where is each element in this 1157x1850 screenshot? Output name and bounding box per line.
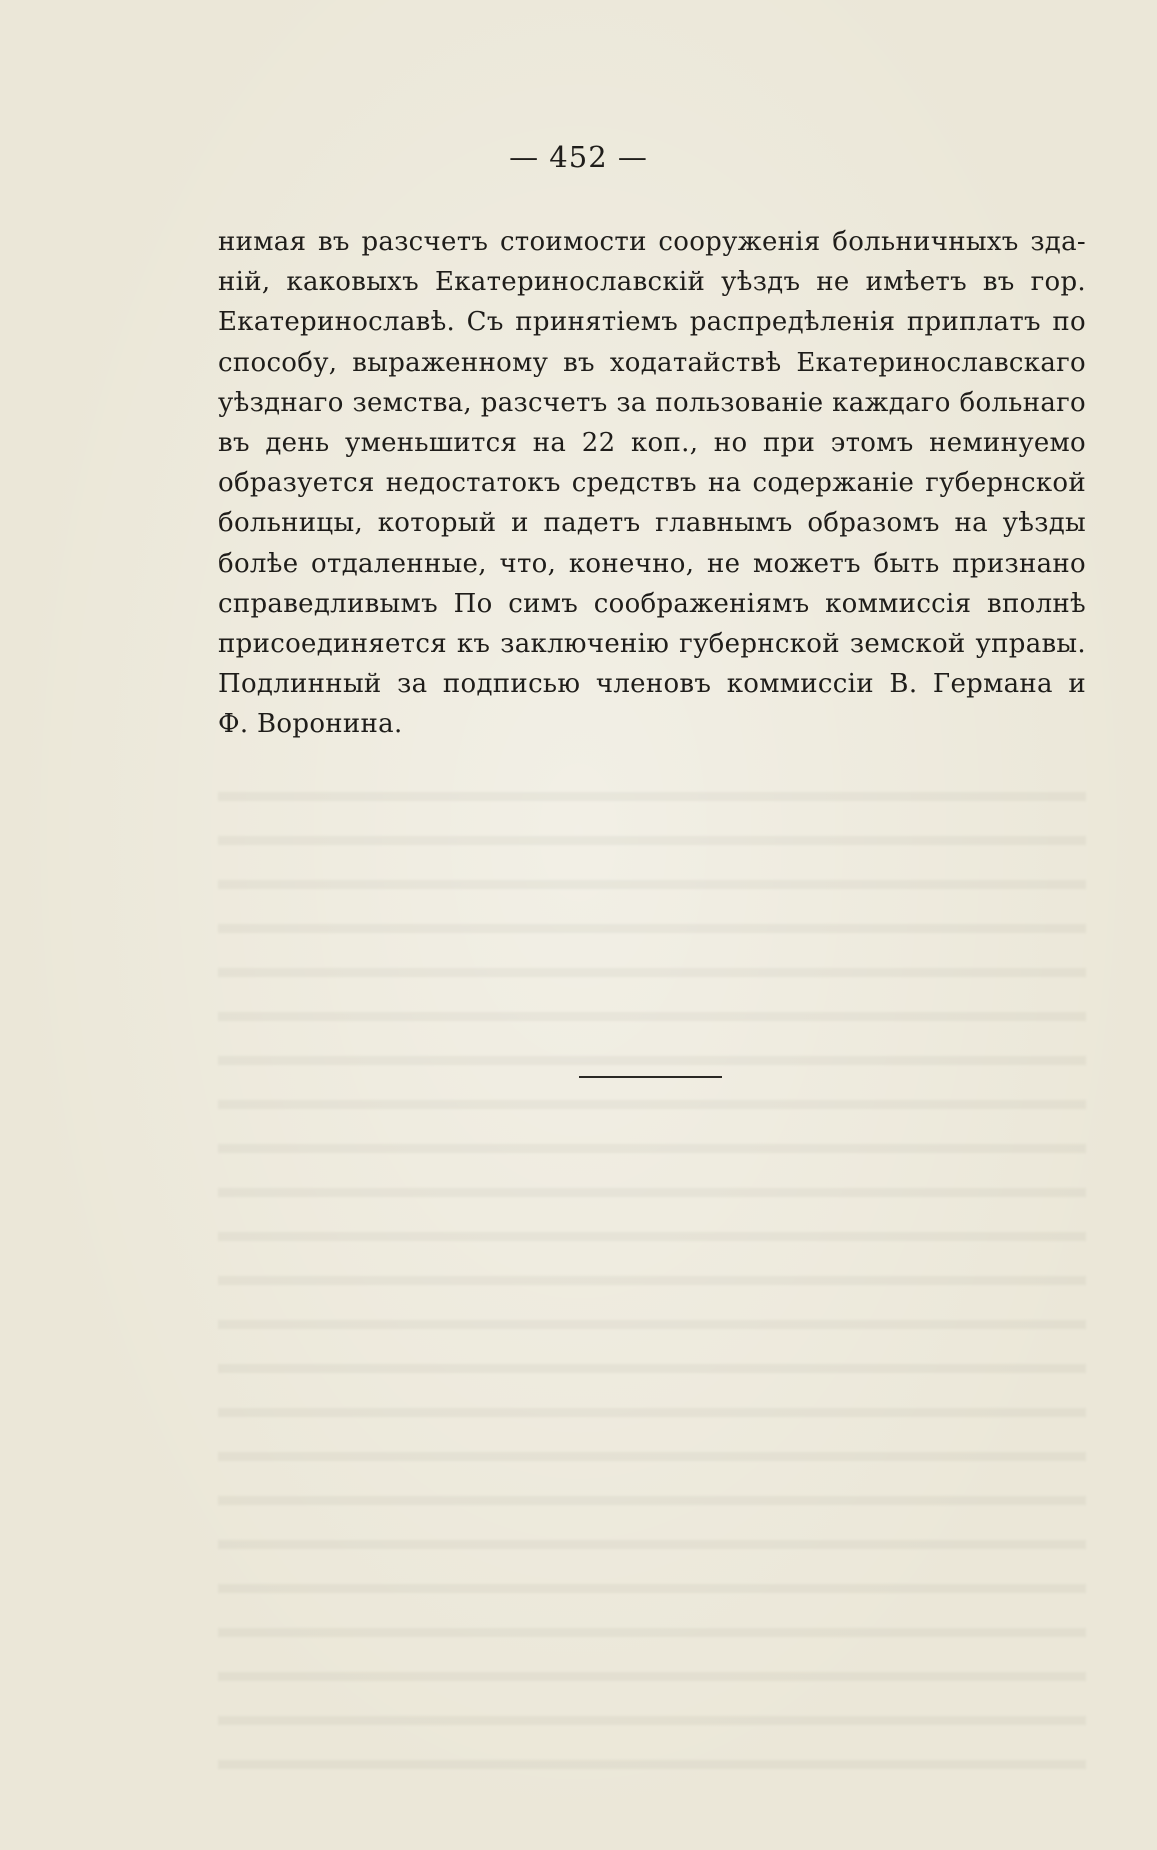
text-line: способу, выраженному въ ходатайствѣ Екатеринославскаго — [218, 347, 1086, 378]
text-line: болѣе отдаленные, что, конечно, не можетъ быть признано — [218, 548, 1086, 579]
bleed-through-texture — [218, 770, 1086, 1770]
text-line: ній, каковыхъ Екатеринославскій уѣздъ не имѣетъ въ гор. — [218, 267, 1086, 298]
text-line: въ день уменьшится на 22 коп., но при этомъ неминуемо — [218, 427, 1086, 458]
section-divider-rule — [579, 1076, 722, 1078]
text-line-last: Ф. Воронина. — [218, 709, 403, 740]
body-paragraph — [218, 222, 1086, 744]
text-line: больницы, который и падетъ главнымъ образомъ на уѣзды — [218, 508, 1086, 539]
text-line: уѣзднаго земства, разсчетъ за пользованіе каждаго больнаго — [218, 387, 1086, 418]
page-number: — 452 — — [509, 140, 648, 174]
text-line: нимая въ разсчетъ стоимости сооруженія больничныхъ зда- — [218, 227, 1086, 257]
text-line: справедливымъ По симъ соображеніямъ коммиссія вполнѣ — [218, 588, 1086, 619]
text-line: присоединяется къ заключенію губернской земской управы. — [218, 628, 1086, 659]
text-line: Подлинный за подписью членовъ коммиссіи В. Германа и — [218, 669, 1086, 700]
text-line: образуется недостатокъ средствъ на содержаніе губернской — [218, 468, 1086, 499]
text-line: Екатеринославѣ. Съ принятіемъ распредѣленія приплатъ по — [218, 307, 1086, 338]
